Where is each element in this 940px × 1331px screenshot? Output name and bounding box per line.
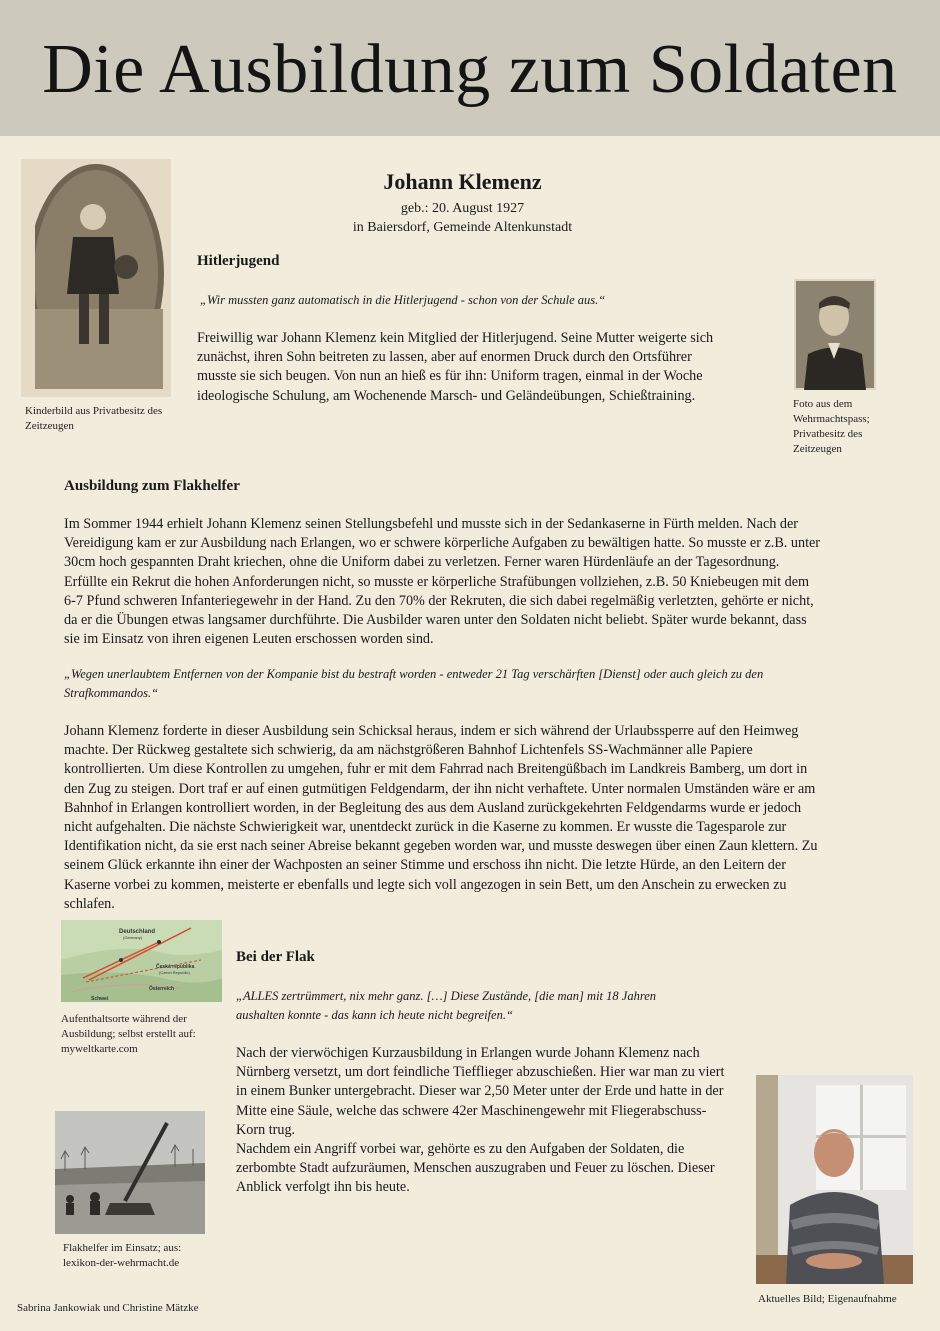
map-label-swiss: Schwei	[91, 996, 109, 1002]
flakhelfer-text-1: Im Sommer 1944 erhielt Johann Klemenz seinen Stellungsbefehl und musste sich in der Sedankaserne in Fürth melden. Nach der Vereidigung kam er zur Ausbildung nach Erlangen, wo er schwere körperliche Aufgaben zu bewältigen hatte. So musste er z.B. unter 30cm hoch gespannten Draht kriechen, ohne die Uniform dabei zu verletzen. Ferner waren Hürdenläufe an der Tagesordnung. Erfüllte ein Rekrut die hohen Anforderungen nicht, so musste er körperliche Strafübungen vollziehen, z.B. 50 Kniebeugen mit dem 6-7 Pfund schweren Infanteriegewehr in der Hand. Zu den 70% der Rekruten, die sich dabei regelmäßig verletzten, gehörte er nicht, da er die Übungen etwas langsamer durchführte. Die Ausbilder waren unter den Soldaten nicht beliebt. Später wurde bekannt, dass sie im Einsatz von ihren eigenen Leuten erschossen worden sind.	[64, 516, 821, 648]
current-photo	[756, 1075, 913, 1284]
flakhelfer-quote: „Wegen unerlaubtem Entfernen von der Kompanie bist du bestraft worden - entweder 21 Tag verschärften [Dienst] oder auch gleich zu den Strafkommandos.“	[64, 667, 764, 700]
hj-quote: „Wir mussten ganz automatisch in die Hitlerjugend - schon von der Schule aus.“	[200, 293, 606, 307]
flak-photo	[55, 1111, 205, 1234]
child-photo	[21, 159, 171, 397]
map-label-czech-en: (Czech Republic)	[159, 970, 190, 975]
map-label-germany: Deutschland	[119, 929, 156, 935]
map-label-germany-en: (Germany)	[123, 935, 143, 940]
pass-photo-caption: Foto aus dem Wehrmachtspass; Privatbesitz des Zeitzeugen	[793, 398, 870, 455]
flak-photo-caption: Flakhelfer im Einsatz; aus: lexikon-der-wehrmacht.de	[63, 1242, 182, 1269]
person-place: in Baiersdorf, Gemeinde Altenkunstadt	[352, 220, 573, 235]
flakhelfer-heading: Ausbildung zum Flakhelfer	[64, 478, 240, 494]
flakhelfer-text-2: Johann Klemenz forderte in dieser Ausbildung sein Schicksal heraus, indem er sich während der Urlaubssperre auf den Heimweg machte. Der Rückweg gestaltete sich schwierig, da am nächstgrößeren Bahnhof Lichtenfels SS-Wachmänner alle Papiere kontrollierten. Um diese Kontrollen zu umgehen, fuhr er mit dem Fahrrad nach Breitengüßbach im Landkreis Bamberg, um dort in den Zug zu steigen. Dort traf er auf einen gutmütigen Feldgendarm, der ihn nicht verhaftete. Unter normalen Umständen wäre er am Bahnhof in Erlangen kontrolliert worden, in der Begleitung des aus dem Ausland zurückgekehrten Feldgendarms wurde er jedoch nicht aufgehalten. Die nächste Schwierigkeit war, unentdeckt zurück in die Kaserne zu kommen. Er wusste die Tagesparole zur Identifikation nicht, da sie erst nach seiner Abreise bekannt gegeben worden war, und musste deswegen über einen Zaun klettern. Zu seinem Glück erkannte ihn einer der Wachposten an seiner Stimme und erschoss ihn nicht. Die letzte Hürde, an den Leitern der Kaserne vorbei zu kommen, meisterte er ebenfalls und legte sich voll angezogen in sein Bett, um den Anschein zu erwecken zu schlafen.	[64, 723, 818, 912]
hj-text: Freiwillig war Johann Klemenz kein Mitglied der Hitlerjugend. Seine Mutter weigerte sich zunächst, ihren Sohn beitreten zu lassen, aber auf enormen Druck durch den Ortsführer musste sie sich beugen. Von nun an hieß es für ihn: Uniform tragen, einmal in der Woche ideologische Schulung, am Wochenende Marsch- und Geländeübungen, Schießtraining.	[197, 330, 714, 404]
person-name: Johann Klemenz	[383, 169, 542, 194]
map-label-austria: Österreich	[149, 986, 175, 992]
flak-quote: „ALLES zertrümmert, nix mehr ganz. […] Diese Zustände, [die man] mit 18 Jahren aushalten konnte - das kann ich heute nicht begreifen.“	[236, 989, 657, 1022]
flak-text-1: Nach der vierwöchigen Kurzausbildung in Erlangen wurde Johann Klemenz nach Nürnberg versetzt, um dort feindliche Tiefflieger abzuschießen. Hier war man zu viert in einem Bunker untergebracht. Dieser war 2,50 Meter unter der Erde und hatte in der Mitte eine Säule, welche das schwere 42er Maschinengewehr mit Fliegerabschuss-Korn trug.	[236, 1045, 725, 1138]
pass-photo	[794, 279, 876, 390]
person-born: geb.: 20. August 1927	[400, 201, 525, 216]
authors: Sabrina Jankowiak und Christine Mätzke	[17, 1302, 199, 1314]
page-title: Die Ausbildung zum Soldaten	[42, 31, 898, 108]
flak-heading: Bei der Flak	[236, 949, 315, 965]
child-photo-caption: Kinderbild aus Privatbesitz des Zeitzeugen	[25, 405, 163, 432]
current-photo-caption: Aktuelles Bild; Eigenaufnahme	[758, 1293, 897, 1305]
hj-heading: Hitlerjugend	[197, 253, 280, 269]
map-caption: Aufenthaltsorte während der Ausbildung; selbst erstellt auf: myweltkarte.com	[61, 1013, 196, 1055]
route-map	[61, 920, 222, 1002]
flak-text-2: Nachdem ein Angriff vorbei war, gehörte es zu den Aufgaben der Soldaten, die zerbombte Stadt aufzuräumen, Menschen auszugraben und Feuer zu löschen. Dieser Anblick verfolgt ihn bis heute.	[236, 1141, 715, 1196]
map-label-czech: Česká republika	[156, 964, 195, 970]
